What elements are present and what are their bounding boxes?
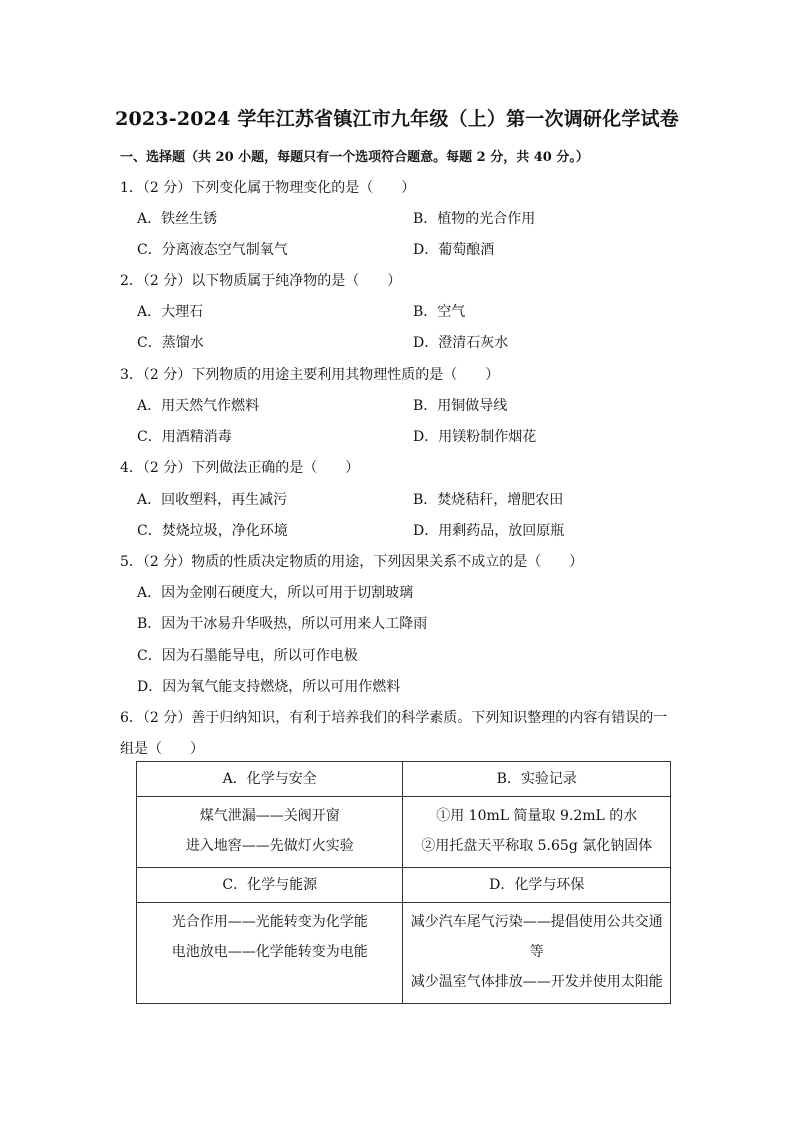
cell-b-body — [403, 797, 671, 868]
question-4-option-c: C．焚烧垃圾，净化环境 — [137, 523, 288, 539]
question-2-stem: 2．（2 分）以下物质属于纯净物的是（ ） — [120, 273, 402, 289]
cell-b-header: B．实验记录 — [403, 762, 671, 797]
cell-c-line-1: 光合作用——光能转变为化学能 — [171, 914, 368, 930]
question-2-option-d: D．澄清石灰水 — [413, 335, 509, 351]
cell-c-line-2: 电池放电——化学能转变为电能 — [171, 944, 368, 960]
cell-d-header: D．化学与环保 — [403, 868, 671, 903]
question-3-option-d: D．用镁粉制作烟花 — [413, 429, 537, 445]
cell-d-body — [403, 903, 671, 1004]
cell-a-header: A．化学与安全 — [137, 762, 403, 797]
page-title: 2023-2024 学年江苏省镇江市九年级（上）第一次调研化学试卷 — [115, 108, 679, 130]
question-3-stem: 3．（2 分）下列物质的用途主要利用其物理性质的是（ ） — [120, 367, 500, 383]
question-5-option-b: B．因为干冰易升华吸热，所以可用来人工降雨 — [137, 616, 428, 632]
table-row — [137, 903, 671, 1004]
question-4-option-a: A．回收塑料，再生减污 — [137, 492, 288, 508]
question-5-option-c: C．因为石墨能导电，所以可作电极 — [137, 648, 358, 664]
knowledge-table — [136, 761, 671, 1004]
table-row — [137, 868, 671, 903]
question-1-option-a: A．铁丝生锈 — [137, 211, 218, 227]
cell-c-header: C．化学与能源 — [137, 868, 403, 903]
question-1-option-b: B．植物的光合作用 — [413, 211, 536, 227]
question-3-option-b: B．用铜做导线 — [413, 398, 508, 414]
cell-d-line-2: 等 — [529, 944, 544, 960]
cell-b-line-2: ②用托盘天平称取 5.65g 氯化钠固体 — [421, 838, 653, 854]
question-1-option-c: C．分离液态空气制氧气 — [137, 242, 288, 258]
question-4-stem: 4．（2 分）下列做法正确的是（ ） — [120, 460, 360, 476]
question-2-option-a: A．大理石 — [137, 304, 204, 320]
cell-d-line-1: 减少汽车尾气污染——提倡使用公共交通 — [410, 914, 663, 930]
question-5-option-d: D．因为氧气能支持燃烧，所以可用作燃料 — [137, 679, 401, 695]
question-5-stem: 5．（2 分）物质的性质决定物质的用途，下列因果关系不成立的是（ ） — [120, 554, 584, 570]
question-2-option-c: C．蒸馏水 — [137, 335, 204, 351]
cell-a-line-2: 进入地窖——先做灯火实验 — [185, 838, 354, 854]
table-row — [137, 797, 671, 868]
question-6-stem: 6．（2 分）善于归纳知识，有利于培养我们的科学素质。下列知识整理的内容有错误的一 — [120, 710, 668, 726]
cell-d-line-3: 减少温室气体排放——开发并使用太阳能 — [410, 974, 663, 990]
question-3-option-c: C．用酒精消毒 — [137, 429, 232, 445]
question-4-option-b: B．焚烧秸秆，增肥农田 — [413, 492, 564, 508]
cell-a-body — [137, 797, 403, 868]
question-1-stem: 1．（2 分）下列变化属于物理变化的是（ ） — [120, 180, 416, 196]
question-3-option-a: A．用天然气作燃料 — [137, 398, 260, 414]
cell-b-line-1: ①用 10mL 简量取 9.2mL 的水 — [436, 808, 638, 824]
question-6-stem-continued: 组是（ ） — [120, 741, 204, 757]
question-4-option-d: D．用剩药品，放回原瓶 — [413, 523, 565, 539]
question-5-option-a: A．因为金刚石硬度大，所以可用于切割玻璃 — [137, 585, 414, 601]
table-row — [137, 762, 671, 797]
cell-c-body — [137, 903, 403, 1004]
cell-a-line-1: 煤气泄漏——关阀开窗 — [199, 808, 340, 824]
section-heading: 一、选择题（共 20 小题，每题只有一个选项符合题意。每题 2 分，共 40 分。） — [120, 150, 589, 165]
question-2-option-b: B．空气 — [413, 304, 466, 320]
question-1-option-d: D．葡萄酿酒 — [413, 242, 495, 258]
